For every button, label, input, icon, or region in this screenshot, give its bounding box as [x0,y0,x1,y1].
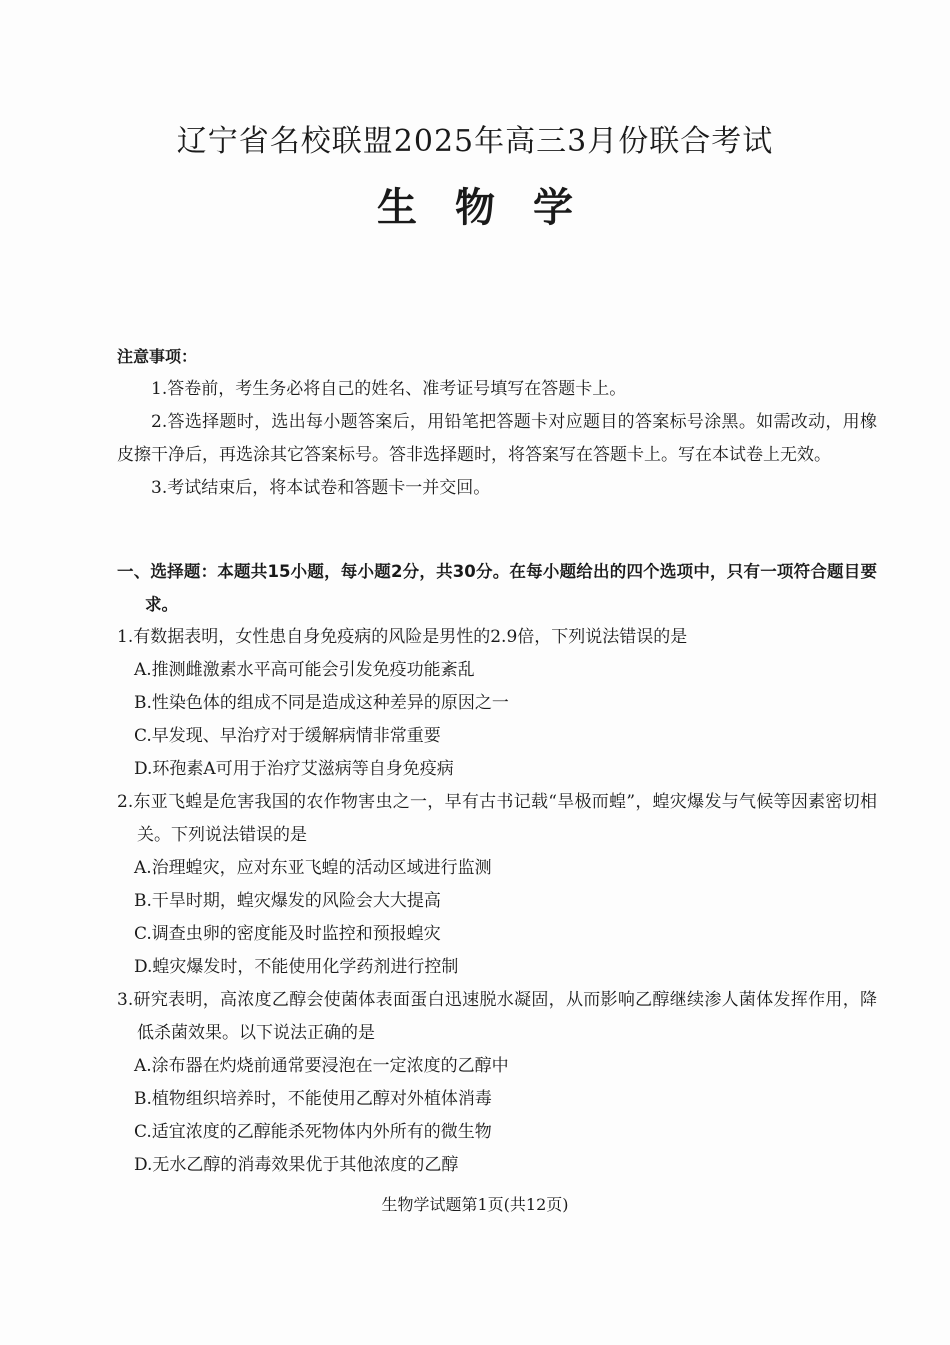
option-a: A.涂布器在灼烧前通常要浸泡在一定浓度的乙醇中 [134,1056,509,1076]
exam-title: 辽宁省名校联盟2025年高三3月份联合考试 [176,124,774,159]
question-stem: 3.研究表明，高浓度乙醇会使菌体表面蛋白迅速脱水凝固，从而影响乙醇继续渗人菌体发挥作用，降低杀菌效果。以下说法正确的是 [117,990,877,1043]
notice-block [117,340,877,505]
question-1 [117,621,877,786]
question-3 [117,984,877,1182]
section-multiple-choice [117,555,877,1182]
option-b: B.性染色体的组成不同是造成这种差异的原因之一 [134,693,509,713]
option-d: D.蝗灾爆发时，不能使用化学药剂进行控制 [134,957,459,977]
option-a: A.治理蝗灾，应对东亚飞蝗的活动区域进行监测 [134,858,492,878]
option-a: A.推测雌激素水平高可能会引发免疫功能紊乱 [134,660,475,680]
option-b: B.干旱时期，蝗灾爆发的风险会大大提高 [134,891,441,911]
option-d: D.无水乙醇的消毒效果优于其他浓度的乙醇 [134,1155,459,1175]
page-footer: 生物学试题第1页(共12页) [381,1195,569,1214]
option-c: C.调查虫卵的密度能及时监控和预报蝗灾 [134,924,441,944]
question-stem: 2.东亚飞蝗是危害我国的农作物害虫之一，早有古书记载“旱极而蝗”，蝗灾爆发与气候等因素密切相关。下列说法错误的是 [117,792,877,845]
notice-heading: 注意事项： [117,347,198,366]
question-2 [117,786,877,984]
notice-item-2: 2.答选择题时，选出每小题答案后，用铅笔把答题卡对应题目的答案标号涂黑。如需改动，用橡皮擦干净后，再选涂其它答案标号。答非选择题时，将答案写在答题卡上。写在本试卷上无效。 [117,412,877,465]
option-c: C.适宜浓度的乙醇能杀死物体内外所有的微生物 [134,1122,492,1142]
notice-item-1: 1.答卷前，考生务必将自己的姓名、准考证号填写在答题卡上。 [151,379,627,399]
subject-title: 生物学 [377,185,611,231]
section-heading: 一、选择题：本题共15小题，每小题2分，共30分。在每小题给出的四个选项中，只有一项符合题目要求。 [117,562,877,614]
option-d: D.环孢素A可用于治疗艾滋病等自身免疫病 [134,759,454,779]
option-c: C.早发现、早治疗对于缓解病情非常重要 [134,726,441,746]
option-b: B.植物组织培养时，不能使用乙醇对外植体消毒 [134,1089,492,1109]
question-stem: 1.有数据表明，女性患自身免疫病的风险是男性的2.9倍，下列说法错误的是 [117,627,688,647]
notice-item-3: 3.考试结束后，将本试卷和答题卡一并交回。 [151,478,491,498]
